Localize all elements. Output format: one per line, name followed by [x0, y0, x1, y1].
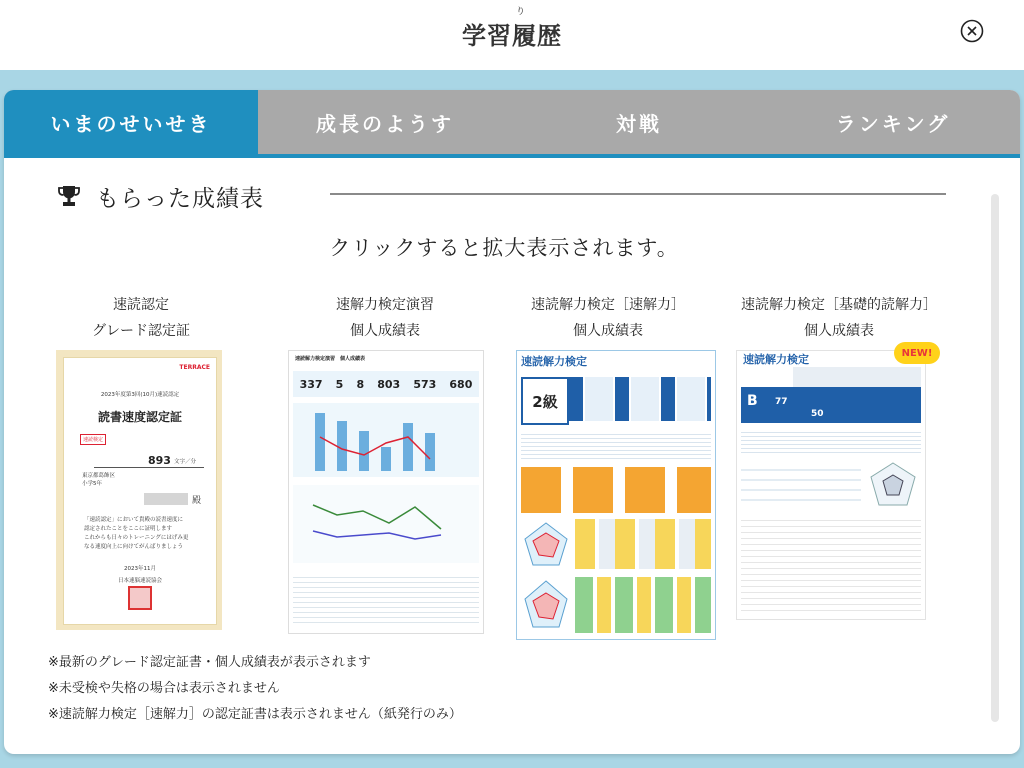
section-divider: [330, 193, 946, 195]
basic-grade: B: [747, 393, 758, 409]
card-title-line1: 速読解力検定［基礎的読解力］: [741, 297, 937, 313]
cert-unit: 文字／分: [174, 459, 197, 465]
report-header: 速読解力検定演習 個人成績表: [295, 356, 366, 362]
card-title-line2: 個人成績表: [350, 323, 420, 339]
practice-report-card[interactable]: [280, 292, 490, 632]
cert-score: 893: [148, 454, 171, 467]
report-bar-chart: [293, 403, 479, 477]
cert-honorific: 殿: [192, 496, 202, 506]
click-instruction: クリックすると拡大表示されます。: [329, 236, 679, 260]
close-circle-icon: [960, 19, 984, 43]
cert-grade: 小学5年: [82, 481, 102, 487]
basic-report-thumbnail: [736, 350, 926, 620]
tab-underline: [4, 154, 1020, 158]
tab-battle[interactable]: 対戦: [616, 111, 662, 136]
note-item: ※最新のグレード認定証書・個人成績表が表示されます: [48, 655, 371, 670]
speed-radar-chart-2: [521, 577, 571, 633]
card-title: [280, 292, 490, 344]
cert-issuer: 日本速脳速読協会: [117, 578, 162, 584]
basic-comprehension-report-card[interactable]: [728, 292, 950, 632]
page-title: [462, 7, 562, 51]
note-item: ※速読解力検定［速解力］の認定証書は表示されません（紙発行のみ）: [48, 707, 462, 722]
practice-report-thumbnail: [288, 350, 484, 634]
cert-date: 2023年11月: [124, 566, 156, 572]
report-table: [293, 573, 479, 623]
speed-notes: [521, 431, 711, 461]
speed-report-thumbnail: [516, 350, 716, 640]
card-title-line1: 速解力検定演習: [336, 297, 434, 313]
speed-comprehension-report-card[interactable]: [508, 292, 708, 637]
card-title: [50, 292, 232, 344]
speed-bar-section: [521, 467, 711, 513]
speed-report-grade: 2級: [521, 377, 569, 425]
redacted-name: [144, 493, 188, 505]
cert-school: 東京都葛飾区: [82, 473, 116, 479]
speed-radar-chart: [521, 519, 571, 569]
brand-logo-text: TERRACE: [179, 364, 210, 371]
grade-certificate-card[interactable]: [50, 292, 232, 632]
page-title-text: 学習履歴: [462, 22, 562, 50]
cert-stamp: 速読検定: [80, 434, 106, 445]
card-title-line2: グレード認定証: [92, 323, 190, 339]
red-seal: [128, 586, 152, 610]
certificate-body: [63, 357, 217, 625]
card-title-line2: 個人成績表: [804, 323, 874, 339]
section-title: もらった成績表: [96, 185, 264, 212]
main-panel: [4, 90, 1020, 754]
speed-score-table: [569, 377, 711, 421]
card-title-line2: 個人成績表: [573, 323, 643, 339]
speed-report-header: 速読解力検定: [521, 355, 587, 368]
title-ruby: り: [516, 7, 527, 17]
cert-message: 「速読認定」において貴殿の読書速度に 認定されたことをここに証明します これからも日々のトレーニングにはげみ更 なる速度向上に向けてがんばりましょう: [84, 517, 189, 550]
card-title-line1: 速読認定: [113, 297, 169, 313]
speed-table-1: [575, 519, 711, 569]
card-title-line1: 速読解力検定［速解力］: [531, 297, 685, 313]
cert-period: 2023年度第3回(10月)速読認定: [100, 392, 180, 398]
card-title: [508, 292, 708, 344]
tab-current-grades[interactable]: いまのせいせき: [4, 90, 258, 154]
notes: [48, 650, 462, 728]
basic-table: [741, 515, 921, 615]
card-title: [728, 292, 950, 344]
basic-score-block: B 77 50: [741, 387, 921, 423]
section-heading: [56, 178, 264, 214]
tab-ranking[interactable]: ランキング: [835, 111, 951, 136]
basic-report-header: 速読解力検定: [743, 353, 809, 366]
tab-growth[interactable]: 成長のようす: [316, 111, 454, 136]
report-line-chart: [293, 485, 479, 563]
basic-radar-chart: [867, 459, 919, 509]
vertical-scrollbar[interactable]: [991, 194, 999, 722]
report-stats-row: 337 5 8 803 573 680: [293, 371, 479, 397]
app-header: [0, 0, 1024, 70]
certificate-thumbnail: [56, 350, 222, 630]
note-item: ※未受検や失格の場合は表示されません: [48, 681, 280, 696]
cert-heading: 読書速度認定証: [97, 410, 182, 424]
speed-table-2: [575, 577, 711, 633]
tab-bar: [4, 90, 1020, 154]
close-button[interactable]: [960, 19, 984, 43]
trophy-icon: [56, 183, 82, 209]
new-badge: NEW!: [894, 342, 940, 364]
